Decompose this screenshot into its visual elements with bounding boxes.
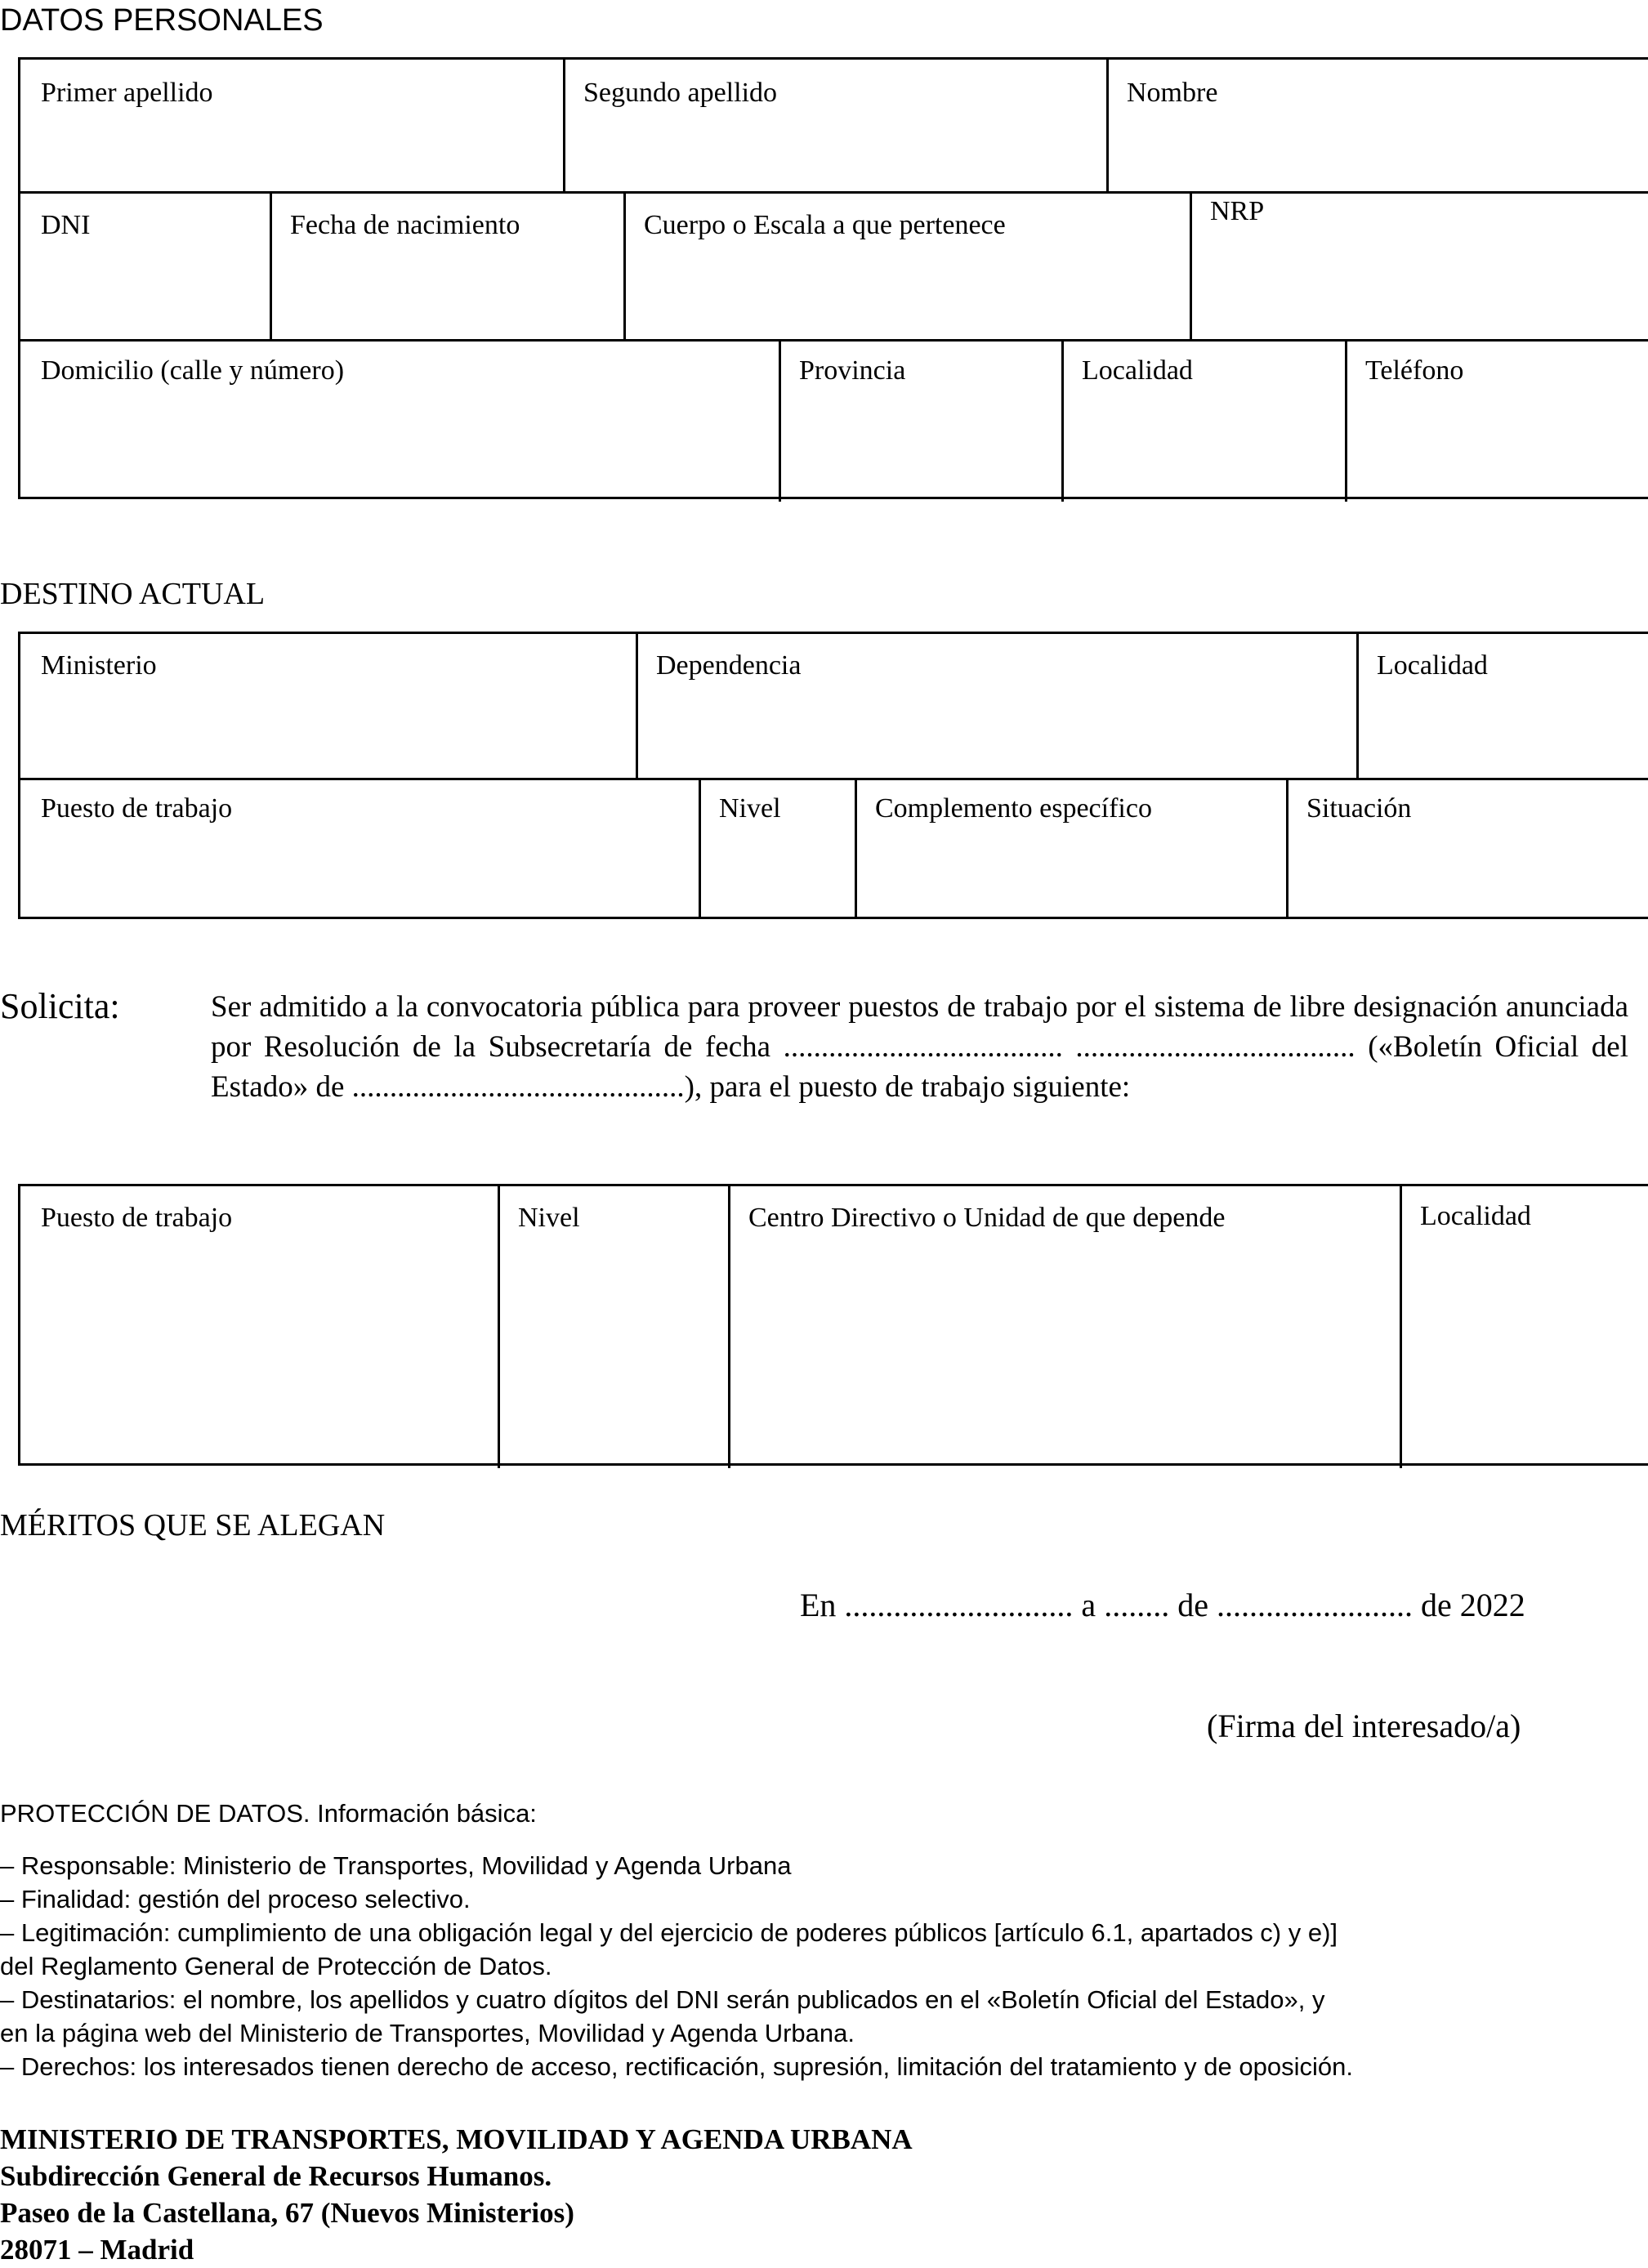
puesto-solicitado-table: [18, 1184, 1648, 1466]
label-nivel-actual: Nivel: [719, 793, 781, 824]
label-puesto-trabajo-solicitado: Puesto de trabajo: [41, 1203, 233, 1233]
label-complemento-especifico: Complemento específico: [875, 793, 1152, 824]
signature-label: (Firma del interesado/a): [1207, 1708, 1521, 1744]
label-situacion: Situación: [1306, 793, 1412, 824]
label-nivel-solicitado: Nivel: [518, 1203, 580, 1233]
proteccion-datos-title: PROTECCIÓN DE DATOS. Información básica:: [0, 1799, 537, 1828]
destino-actual-table: [18, 632, 1648, 917]
place-date-line: En ............................ a ........ de ........................ de 2022: [800, 1587, 1525, 1623]
section-title-destino-actual: DESTINO ACTUAL: [0, 577, 266, 611]
label-segundo-apellido: Segundo apellido: [583, 78, 778, 108]
footer-codigo-postal: 28071 – Madrid: [0, 2234, 194, 2266]
label-ministerio: Ministerio: [41, 650, 157, 681]
solicita-text: Ser admitido a la convocatoria pública para proveer puestos de trabajo por el sistema de libre designación anunciada por Resolución de la Subsecretaría de fecha ..................................... ..................................... («Boletín Oficial del Estado» de ............................................), para el puesto de trabajo siguiente:: [211, 990, 1628, 1104]
footer-ministerio: MINISTERIO DE TRANSPORTES, MOVILIDAD Y AGENDA URBANA: [0, 2123, 913, 2155]
proteccion-line-legitimacion: – Legitimación: cumplimiento de una obligación legal y del ejercicio de poderes públicos [artículo 6.1, apartados c) y e)]: [0, 1918, 1338, 1947]
label-telefono: Teléfono: [1365, 355, 1464, 386]
proteccion-line-legitimacion-cont: del Reglamento General de Protección de Datos.: [0, 1952, 552, 1980]
label-provincia: Provincia: [799, 355, 906, 386]
section-title-meritos: MÉRITOS QUE SE ALEGAN: [0, 1508, 386, 1543]
label-primer-apellido: Primer apellido: [41, 78, 213, 108]
label-puesto-trabajo-actual: Puesto de trabajo: [41, 793, 233, 824]
proteccion-line-derechos: – Derechos: los interesados tienen derecho de acceso, rectificación, supresión, limitación del tratamiento y de oposición.: [0, 2052, 1353, 2081]
label-nrp: NRP: [1210, 196, 1265, 226]
label-nombre: Nombre: [1127, 78, 1218, 108]
label-dependencia: Dependencia: [656, 650, 802, 681]
label-dni: DNI: [41, 210, 91, 240]
label-centro-directivo: Centro Directivo o Unidad de que depende: [748, 1203, 1226, 1233]
label-cuerpo-escala: Cuerpo o Escala a que pertenece: [644, 210, 1006, 240]
proteccion-line-responsable: – Responsable: Ministerio de Transportes, Movilidad y Agenda Urbana: [0, 1851, 792, 1880]
label-localidad-solicitado: Localidad: [1420, 1201, 1531, 1231]
proteccion-datos-list: [0, 1849, 1353, 2083]
label-localidad-destino: Localidad: [1377, 650, 1488, 681]
footer-subdireccion: Subdirección General de Recursos Humanos.: [0, 2160, 552, 2192]
datos-personales-table: [18, 57, 1648, 499]
proteccion-line-finalidad: – Finalidad: gestión del proceso selectivo.: [0, 1885, 471, 1913]
footer-direccion: Paseo de la Castellana, 67 (Nuevos Ministerios): [0, 2197, 574, 2229]
label-fecha-nacimiento: Fecha de nacimiento: [290, 210, 520, 240]
label-domicilio: Domicilio (calle y número): [41, 355, 345, 386]
proteccion-line-destinatarios-cont: en la página web del Ministerio de Transportes, Movilidad y Agenda Urbana.: [0, 2019, 855, 2047]
section-title-datos-personales: DATOS PERSONALES: [0, 3, 324, 38]
proteccion-line-destinatarios: – Destinatarios: el nombre, los apellidos y cuatro dígitos del DNI serán publicados en el «Boletín Oficial del Estado», y: [0, 1985, 1325, 2014]
label-localidad: Localidad: [1082, 355, 1193, 386]
footer-address: [0, 2121, 913, 2268]
solicita-label: Solicita:: [0, 986, 120, 1026]
